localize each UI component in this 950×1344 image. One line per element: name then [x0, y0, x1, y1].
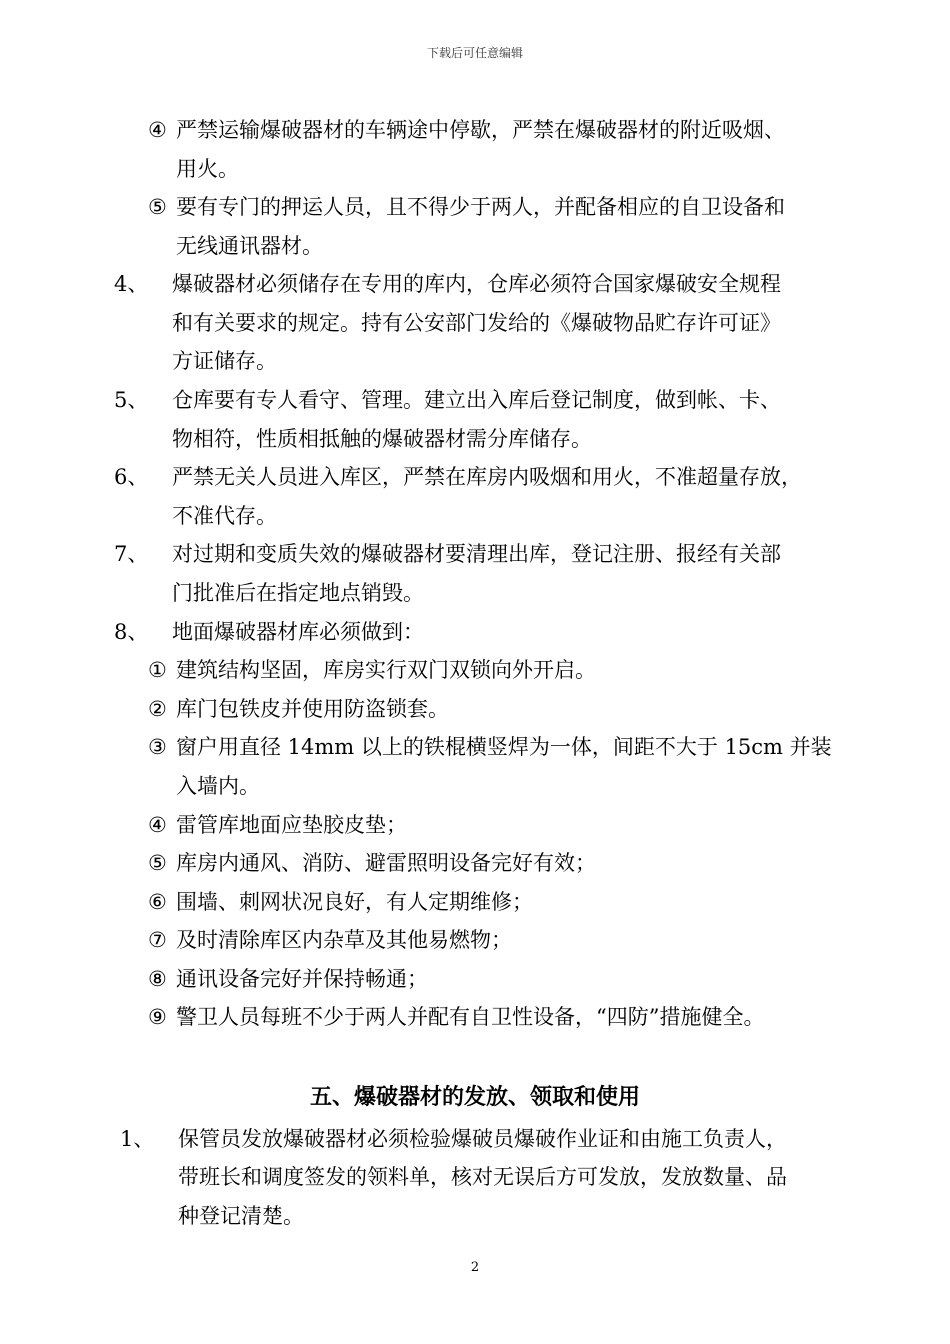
item-marker: 8、: [114, 620, 149, 644]
item-text-line: 窗户用直径 14mm 以上的铁棍横竖焊为一体，间距不大于 15cm 并装: [176, 735, 832, 759]
item-marker: ⑧: [148, 967, 167, 991]
item-marker: ⑤: [148, 851, 167, 875]
item-text-line: 库房内通风、消防、避雷照明设备完好有效；: [176, 851, 596, 875]
item-text-line: 方证储存。: [172, 349, 277, 373]
item-marker: ④: [148, 118, 167, 142]
page-number: 2: [470, 1260, 480, 1275]
page-header-note: 下载后可任意编辑: [426, 46, 523, 60]
item-marker: 4、: [114, 272, 149, 296]
item-marker: 6、: [114, 465, 149, 489]
item-marker: ⑨: [148, 1005, 167, 1029]
item-marker: 1、: [120, 1127, 155, 1151]
item-marker: ④: [148, 813, 167, 837]
item-text-line: 爆破器材必须储存在专用的库内，仓库必须符合国家爆破安全规程: [172, 272, 781, 296]
item-marker: ②: [148, 697, 167, 721]
item-text-line: 对过期和变质失效的爆破器材要清理出库，登记注册、报经有关部: [172, 542, 781, 566]
item-marker: ⑦: [148, 928, 167, 952]
item-text-line: 带班长和调度签发的领料单，核对无误后方可发放，发放数量、品: [178, 1165, 787, 1189]
section-heading: 五、爆破器材的发放、领取和使用: [309, 1084, 640, 1110]
item-text-line: 要有专门的押运人员，且不得少于两人，并配备相应的自卫设备和: [176, 195, 785, 219]
item-text-line: 库门包铁皮并使用防盗锁套。: [176, 697, 449, 721]
item-text-line: 严禁无关人员进入库区，严禁在库房内吸烟和用火，不准超量存放，: [172, 465, 802, 489]
item-text-line: 雷管库地面应垫胶皮垫；: [176, 813, 407, 837]
item-text-line: 无线通讯器材。: [176, 234, 323, 258]
item-text-line: 物相符，性质相抵触的爆破器材需分库储存。: [172, 427, 592, 451]
item-marker: ①: [148, 658, 167, 682]
item-text-line: 用火。: [176, 157, 239, 181]
item-text-line: 种登记清楚。: [178, 1204, 304, 1228]
item-text-line: 及时清除库区内杂草及其他易燃物；: [176, 928, 512, 952]
item-marker: ⑤: [148, 195, 167, 219]
item-text-line: 通讯设备完好并保持畅通；: [176, 967, 428, 991]
item-text-line: 门批准后在指定地点销毁。: [172, 581, 424, 605]
item-text-line: 警卫人员每班不少于两人并配有自卫性设备，“四防”措施健全。: [176, 1005, 765, 1029]
item-marker: 5、: [114, 388, 149, 412]
item-marker: ⑥: [148, 890, 167, 914]
item-text-line: 不准代存。: [172, 504, 277, 528]
item-marker: ③: [148, 735, 167, 759]
item-text-line: 保管员发放爆破器材必须检验爆破员爆破作业证和由施工负责人，: [178, 1127, 787, 1151]
item-text-line: 入墙内。: [176, 774, 260, 798]
item-text-line: 和有关要求的规定。持有公安部门发给的《爆破物品贮存许可证》: [172, 311, 781, 335]
item-text-line: 建筑结构坚固，库房实行双门双锁向外开启。: [176, 658, 596, 682]
item-text-line: 仓库要有专人看守、管理。建立出入库后登记制度，做到帐、卡、: [172, 388, 781, 412]
item-marker: 7、: [114, 542, 149, 566]
item-text-line: 围墙、刺网状况良好，有人定期维修；: [176, 890, 533, 914]
item-text-line: 严禁运输爆破器材的车辆途中停歇，严禁在爆破器材的附近吸烟、: [176, 118, 785, 142]
item-text-line: 地面爆破器材库必须做到：: [172, 620, 424, 644]
